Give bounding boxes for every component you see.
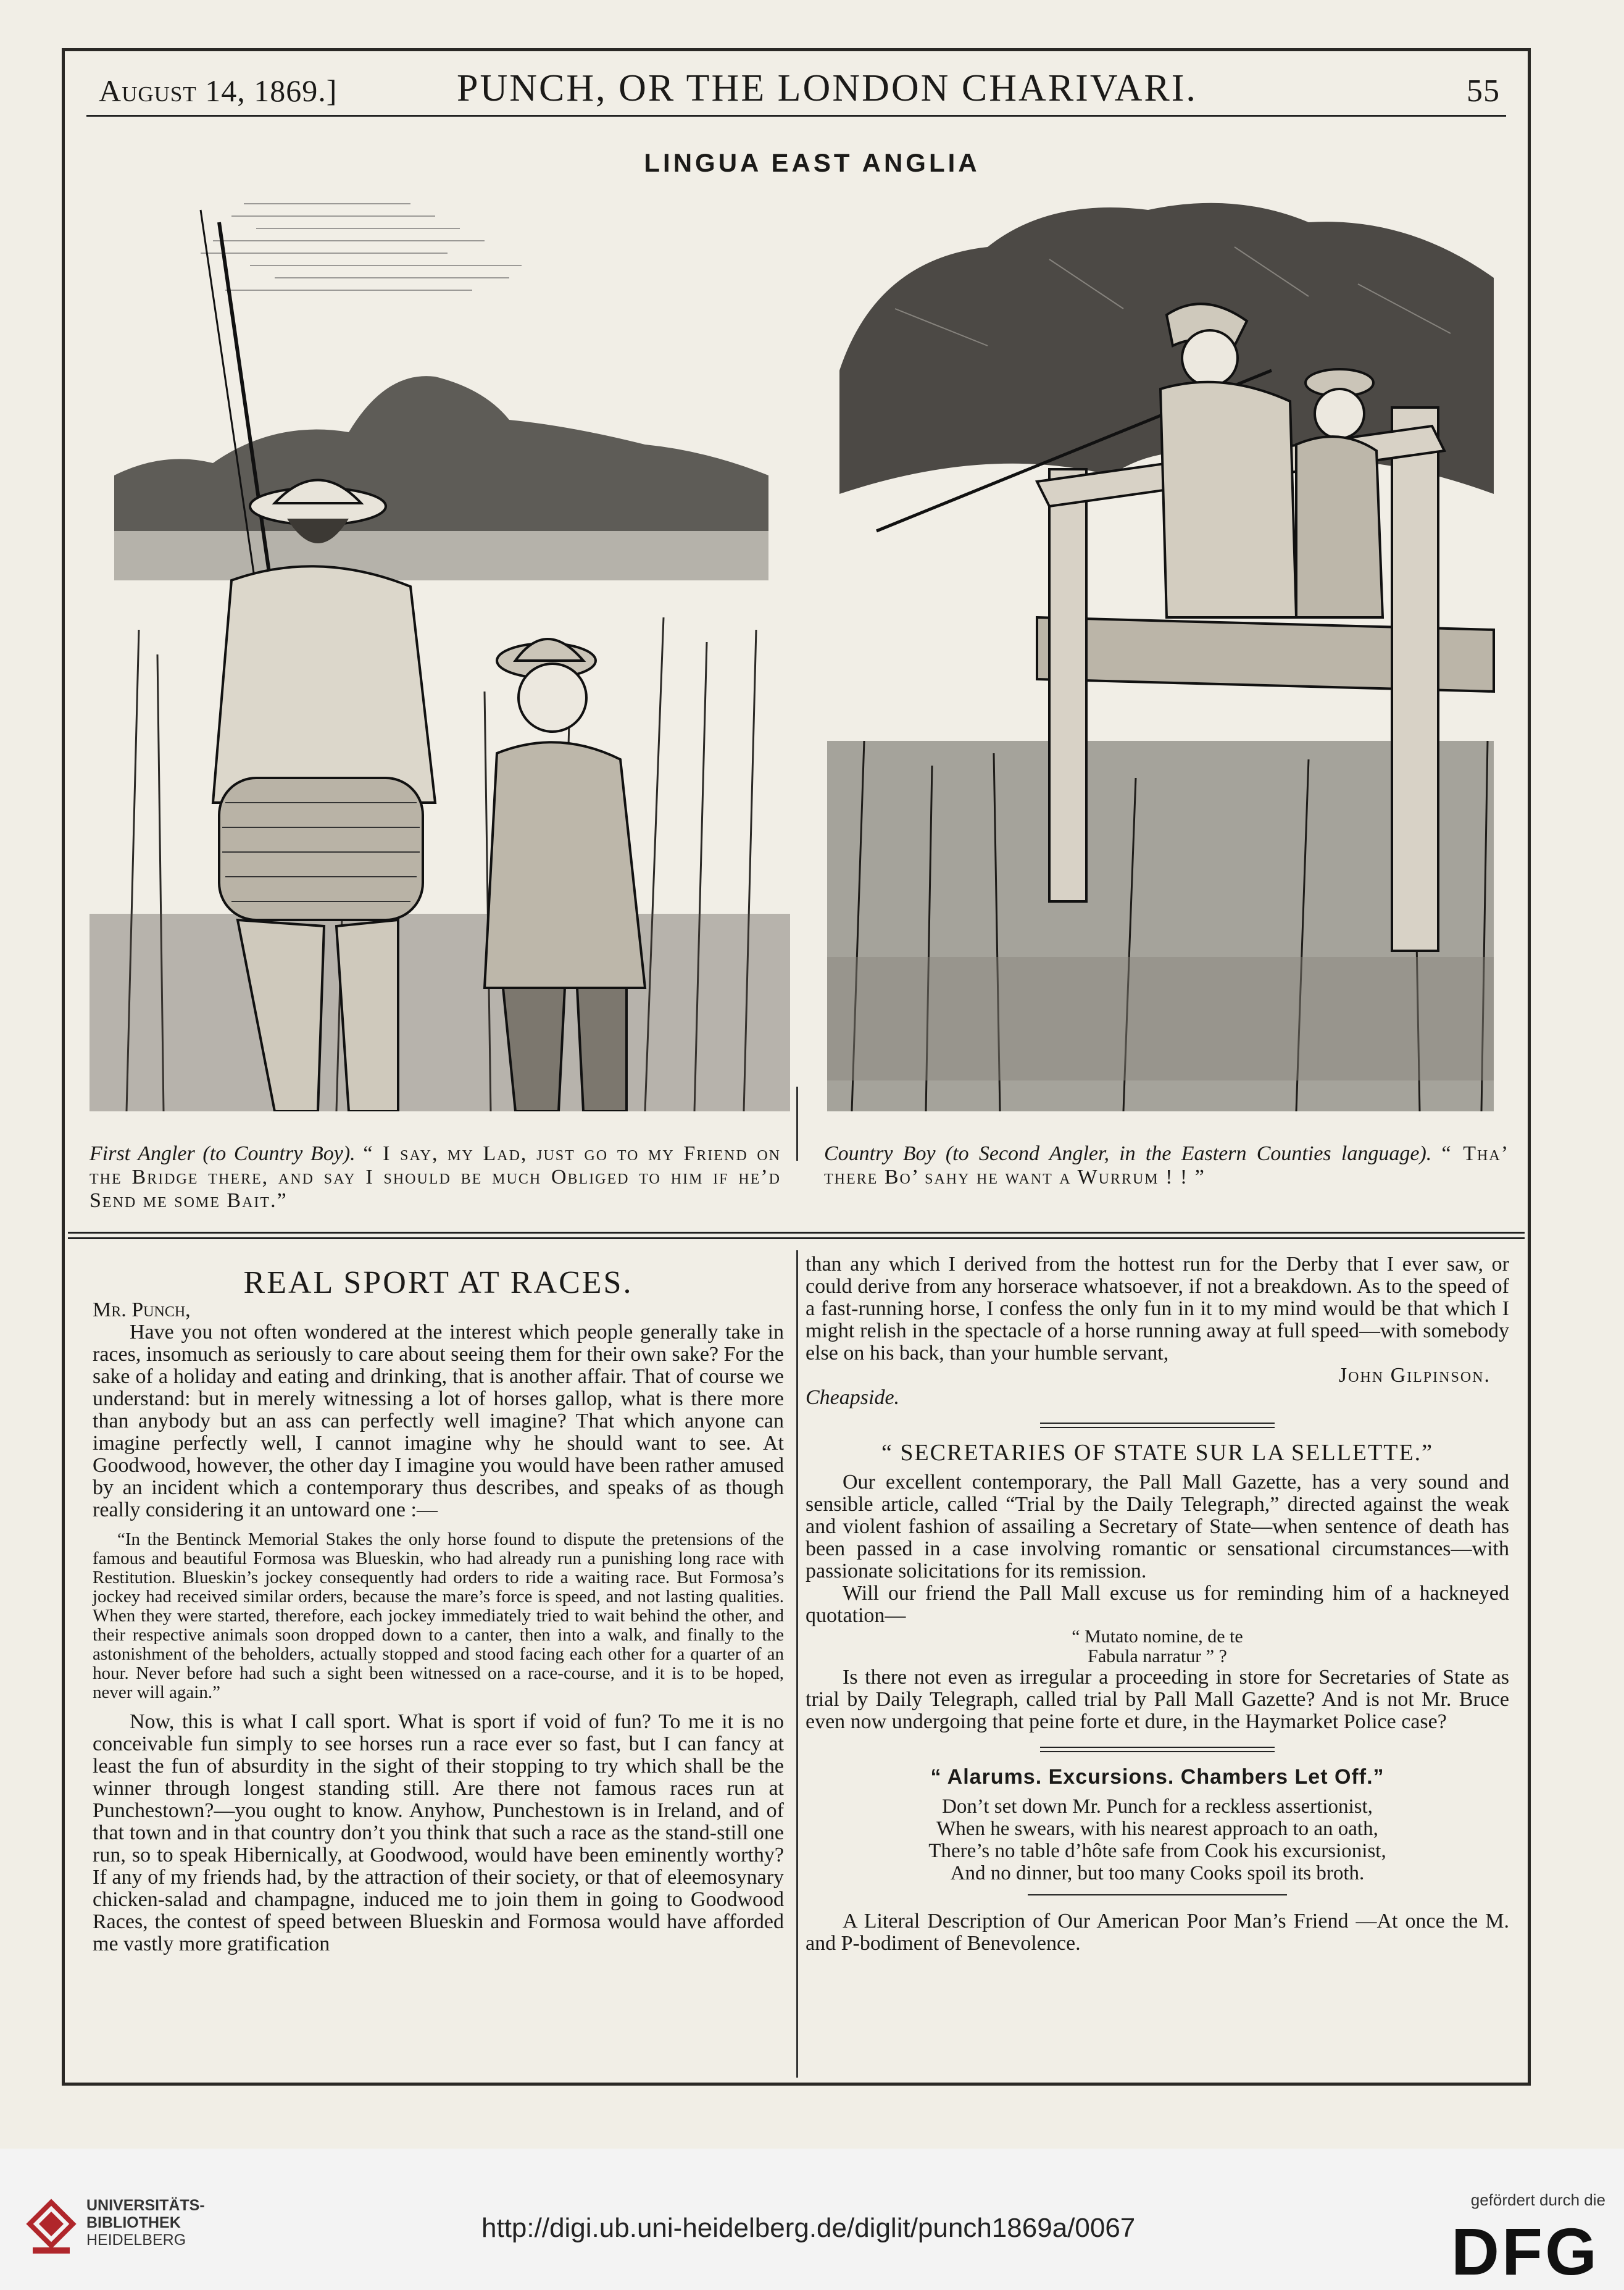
heidelberg-library-logo-icon[interactable] — [23, 2193, 79, 2264]
digitization-footer — [0, 2149, 1624, 2290]
caption-divider — [796, 1087, 798, 1161]
single-rule — [1028, 1894, 1287, 1895]
article-title: “ SECRETARIES OF STATE SUR LA SELLETTE.” — [881, 1440, 1434, 1466]
library-name — [86, 2197, 205, 2249]
article-title: REAL SPORT AT RACES. — [243, 1265, 633, 1300]
article-paragraph: Is there not even as irregular a proceeding in store for Secretaries of State as trial by Daily Telegraph, called trial by Pall Mall Gazette? And is not Mr. Bruce even now undergoing that peine forte et dure, in the Haymarket Police case? — [806, 1666, 1509, 1733]
quoted-passage: “In the Bentinck Memorial Stakes the only horse found to dispute the pretensions of the famous and beautiful Formosa was Blueskin, who had already run a punishing long race with Restitution. Blueskin’s jockey consequently had orders to ride a waiting race. But Formosa’s jockey had received similar orders, because the mare’s force is speed, and not lasting qualities. When they were started, therefore, each jockey immediately tried to wait behind the other, and their respective animals soon dropped down to a canter, then into a walk, and finally to the astonishment of the beholders, actually stopped and stood facing each other for a quarter of an hour. Never before had such a sight been witnessed on a race-course, and it is to be hoped, never will again.” — [93, 1529, 784, 1702]
article-paragraph: Will our friend the Pall Mall excuse us for reminding him of a hackneyed quotation— — [806, 1582, 1509, 1627]
poem-line: There’s no table d’hôte safe from Cook his excursionist, — [928, 1840, 1386, 1862]
issue-date: August 14, 1869.] — [99, 73, 338, 108]
left-column — [93, 1266, 784, 1955]
poem-line: And no dinner, but too many Cooks spoil its broth. — [950, 1862, 1365, 1884]
cartoon-caption-right — [824, 1142, 1509, 1189]
dateline-place: Cheapside. — [806, 1386, 900, 1409]
funded-by-label: gefördert durch die — [1470, 2191, 1605, 2209]
section-rule-top — [68, 1232, 1525, 1234]
caption-speech: “ I say, my Lad, just go to my Friend on the Bridge there, and say I should be much Obliged to him if he’d Send me some Bait.” — [90, 1142, 781, 1212]
cartoon-title: LINGUA EAST ANGLIA — [644, 148, 980, 177]
article-paragraph: Now, this is what I call sport. What is sport if void of fun? To me it is no conceivable fun simply to see horses run a race ever so fast, but I can fancy at least the fun of absurdity in the sight of their stopping to try which shall be the winner through longest standing still. Are there not famous races run at Punchestown?—you ought to know. Anyhow, Punchestown is in Ireland, and of that town and in that country don’t you think that such a race as the stand-still one run, so to speak Hibernically, at Goodwood, would have been eminently worthy? If any of my friends had, by the attraction of their society, or that of eleemosynary chicken-salad and champagne, induced me to join them in going to Goodwood Races, the contest of speed between Blueskin and Formosa would have afforded me vastly more gratification — [93, 1710, 784, 1955]
signature: John Gilpinson. — [1338, 1364, 1491, 1387]
literal-description: A Literal Description of Our American Poor Man’s Friend —At once the M. and P-bodiment of Benevolence. — [806, 1910, 1509, 1955]
signature-line — [806, 1364, 1509, 1387]
latin-line: “ Mutato nomine, de te — [1072, 1626, 1243, 1647]
illustration-angler-and-boy — [90, 185, 790, 1111]
double-rule — [1040, 1747, 1275, 1752]
section-rule-bottom — [68, 1237, 1525, 1239]
caption-speaker: Country Boy — [824, 1142, 936, 1165]
caption-addressee: (to Second Angler, in the Eastern Counties language). — [945, 1142, 1432, 1165]
poem-line: Don’t set down Mr. Punch for a reckless assertionist, — [942, 1795, 1373, 1818]
salutation: Mr. Punch, — [93, 1298, 191, 1321]
caption-addressee: (to Country Boy). — [202, 1142, 356, 1165]
article-paragraph: Have you not often wondered at the interest which people generally take in races, insomuch as seriously to care about seeing them for their own sake? For the sake of a holiday and eating and drinking, that is another affair. That of course we understand: but in merely witnessing a lot of horses gallop, what is there more than anybody but an ass can perfectly well imagine? That which anyone can imagine perfectly well, I cannot imagine why he should want to see. At Goodwood, however, the other day I imagine you would have been rather amused by an incident which a contemporary thus describes, and speaks of as though really considering it an untoward one :— — [93, 1321, 784, 1521]
column-divider — [796, 1250, 798, 2078]
latin-line: Fabula narratur ” ? — [1088, 1646, 1227, 1666]
latin-quotation — [806, 1627, 1509, 1666]
page-number: 55 — [1467, 73, 1500, 109]
masthead: PUNCH, OR THE LONDON CHARIVARI. — [457, 67, 1197, 109]
article-paragraph: Our excellent contemporary, the Pall Mall Gazette, has a very sound and sensible article, called “Trial by the Daily Telegraph,” directed against the weak and violent fashion of assailing a Secretary of State—when sentence of death has been passed in a case involving romantic or sensational circumstances—with passionate solicitations for its remission. — [806, 1471, 1509, 1582]
poem-line: When he swears, with his nearest approach to an oath, — [936, 1818, 1378, 1840]
article-paragraph: than any which I derived from the hottest run for the Derby that I ever saw, or could derive from any horserace whatsoever, if not a breakdown. As to the speed of a fast-running horse, I confess the only fun in it to my mind would be that which I might relish in the spectacle of a horse running away at full speed—with somebody else on his back, than your humble servant, — [806, 1253, 1509, 1364]
permalink-url[interactable]: http://digi.ub.uni-heidelberg.de/diglit/punch1869a/0067 — [481, 2213, 1136, 2243]
dfg-logo[interactable]: DFG — [1451, 2214, 1599, 2289]
caption-speaker: First Angler — [90, 1142, 195, 1165]
header-rule — [86, 115, 1506, 117]
library-line: BIBLIOTHEK — [86, 2214, 181, 2231]
page-header — [86, 67, 1506, 116]
poem-title: “ Alarums. Excursions. Chambers Let Off.” — [930, 1765, 1385, 1789]
library-line: UNIVERSITÄTS- — [86, 2197, 205, 2214]
library-line: HEIDELBERG — [86, 2231, 186, 2249]
caption-speech: “ Tha’ there Bo’ sahy he want a Wurrum ! ! ” — [824, 1142, 1510, 1189]
double-rule — [1040, 1423, 1275, 1428]
poem-verse — [806, 1795, 1509, 1884]
illustration-bridge-scene — [802, 185, 1509, 1111]
right-column — [806, 1253, 1509, 1955]
cartoon-caption-left — [90, 1142, 781, 1213]
